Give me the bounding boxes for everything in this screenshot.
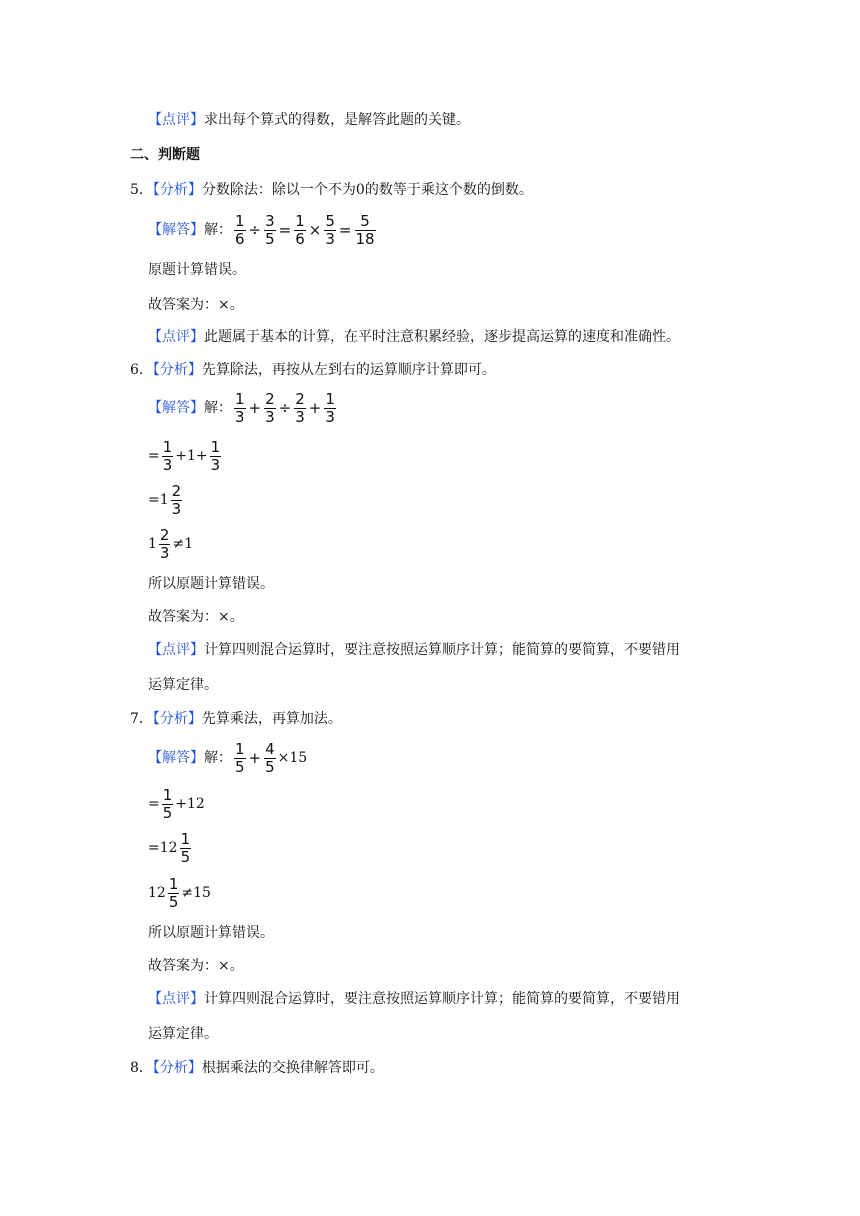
whole-number: 12 (148, 885, 166, 901)
fraction: 1 5 (168, 874, 179, 911)
operator: + (248, 399, 262, 417)
q6-analysis-text: 先算除法，再按从左到右的运算顺序计算即可。 (201, 362, 496, 378)
fraction: 1 3 (235, 389, 245, 426)
comment-tag: 【点评】 (148, 991, 204, 1007)
q6-step-3 (148, 480, 184, 520)
analysis-tag: 【分析】 (152, 362, 202, 378)
q7-step-4 (148, 873, 211, 913)
fraction: $\frac{5}{18}$ (355, 211, 375, 248)
q7-result: 所以原题计算错误。 (148, 925, 274, 941)
jie-label: 解： (204, 222, 232, 238)
fraction: $\frac{1}{3}$ (162, 437, 173, 474)
operator: + (308, 399, 322, 417)
q5-analysis-line (130, 180, 533, 200)
q6-step-2 (148, 436, 223, 476)
whole-number: 1 (148, 536, 157, 552)
q6-step-4 (148, 524, 193, 564)
q6-comment-cont: 运算定律。 (148, 677, 218, 693)
q7-analysis-text: 先算乘法，再算加法。 (201, 711, 342, 727)
q8-number: 8． (130, 1060, 153, 1076)
q7-number: 7． (130, 711, 153, 727)
jie-label: 解： (204, 400, 232, 416)
q8-analysis-text: 根据乘法的交换律解答即可。 (201, 1060, 384, 1076)
answer-tag: 【解答】 (148, 750, 204, 766)
answer-tag: 【解答】 (148, 400, 204, 416)
q7-comment-cont: 运算定律。 (148, 1026, 218, 1042)
q8-analysis-line (130, 1058, 384, 1078)
analysis-tag: 【分析】 (152, 711, 202, 727)
q7-step-3 (148, 828, 193, 868)
fraction: 1 5 (235, 739, 245, 776)
q6-analysis-line (130, 360, 496, 380)
equals-sign: = (148, 796, 160, 812)
whole-number: 12 (159, 840, 178, 856)
equals-sign: = (338, 221, 352, 239)
q6-answer-line (148, 388, 338, 428)
fraction: $\frac{1}{6}$ (235, 211, 245, 248)
q7-analysis-line (130, 709, 342, 729)
q5-equation (232, 213, 378, 248)
q6-number: 6． (130, 362, 153, 378)
operator: + (248, 749, 262, 767)
fraction: $\frac{2}{3}$ (265, 389, 275, 426)
q7-comment-line (148, 989, 680, 1009)
comment-tag: 【点评】 (148, 112, 204, 128)
q5-final-answer: 故答案为：×。 (148, 297, 244, 313)
addend: +12 (175, 796, 205, 812)
fraction: $\frac{1}{5}$ (162, 785, 173, 822)
inequality: ≠15 (181, 885, 211, 901)
q5-number: 5． (130, 182, 153, 198)
operator: ÷ (278, 399, 292, 417)
comment-tag: 【点评】 (148, 642, 204, 658)
fraction: $\frac{2}{3}$ (295, 389, 305, 426)
fraction: $\frac{1}{3}$ (210, 437, 221, 474)
q7-equation-1 (232, 741, 307, 776)
q6-equation-1 (232, 391, 338, 426)
q5-result: 原题计算错误。 (148, 262, 246, 278)
q6-final-answer: 故答案为：×。 (148, 609, 244, 625)
section-title: 二、判断题 (130, 147, 200, 163)
q6-comment-text: 计算四则混合运算时，要注意按照运算顺序计算；能简算的要简算，不要错用 (204, 642, 680, 658)
q7-comment-text: 计算四则混合运算时，要注意按照运算顺序计算；能简算的要简算，不要错用 (204, 991, 680, 1007)
q5-comment-text: 此题属于基本的计算，在平时注意积累经验，逐步提高运算的速度和准确性。 (204, 329, 680, 345)
q5-analysis-text: 分数除法：除以一个不为0的数等于乘这个数的倒数。 (201, 182, 533, 198)
fraction: $\frac{5}{3}$ (325, 211, 335, 248)
q7-step-2 (148, 784, 205, 824)
jie-label: 解： (204, 750, 232, 766)
fraction: $\frac{3}{5}$ (265, 211, 275, 248)
answer-tag: 【解答】 (148, 222, 204, 238)
equals-sign: = (278, 221, 292, 239)
equals-sign: = (148, 840, 160, 856)
analysis-tag: 【分析】 (152, 182, 202, 198)
q5-comment-line (148, 327, 680, 347)
fraction: $\frac{1}{3}$ (325, 389, 335, 426)
q7-final-answer: 故答案为：×。 (148, 958, 244, 974)
analysis-tag: 【分析】 (152, 1060, 202, 1076)
q7-answer-line (148, 738, 307, 778)
equals-sign: = (148, 492, 160, 508)
operator: ÷ (248, 221, 262, 239)
fraction: $\frac{4}{5}$ (265, 739, 275, 776)
q6-result: 所以原题计算错误。 (148, 576, 274, 592)
fraction: 2 3 (171, 481, 182, 518)
q5-answer-line (148, 210, 378, 250)
inequality: ≠1 (172, 536, 194, 552)
whole-number: 1 (159, 492, 169, 508)
operator: × (308, 221, 322, 239)
multiplier: ×15 (277, 750, 308, 766)
comment-line (148, 110, 470, 130)
operator: +1+ (175, 448, 208, 464)
q6-comment-line (148, 640, 680, 660)
fraction: 2 3 (159, 525, 170, 562)
equals-sign: = (148, 448, 160, 464)
fraction: 1 5 (180, 829, 191, 866)
comment-tag: 【点评】 (148, 329, 204, 345)
comment-text: 求出每个算式的得数，是解答此题的关键。 (204, 112, 470, 128)
fraction: $\frac{1}{6}$ (295, 211, 305, 248)
